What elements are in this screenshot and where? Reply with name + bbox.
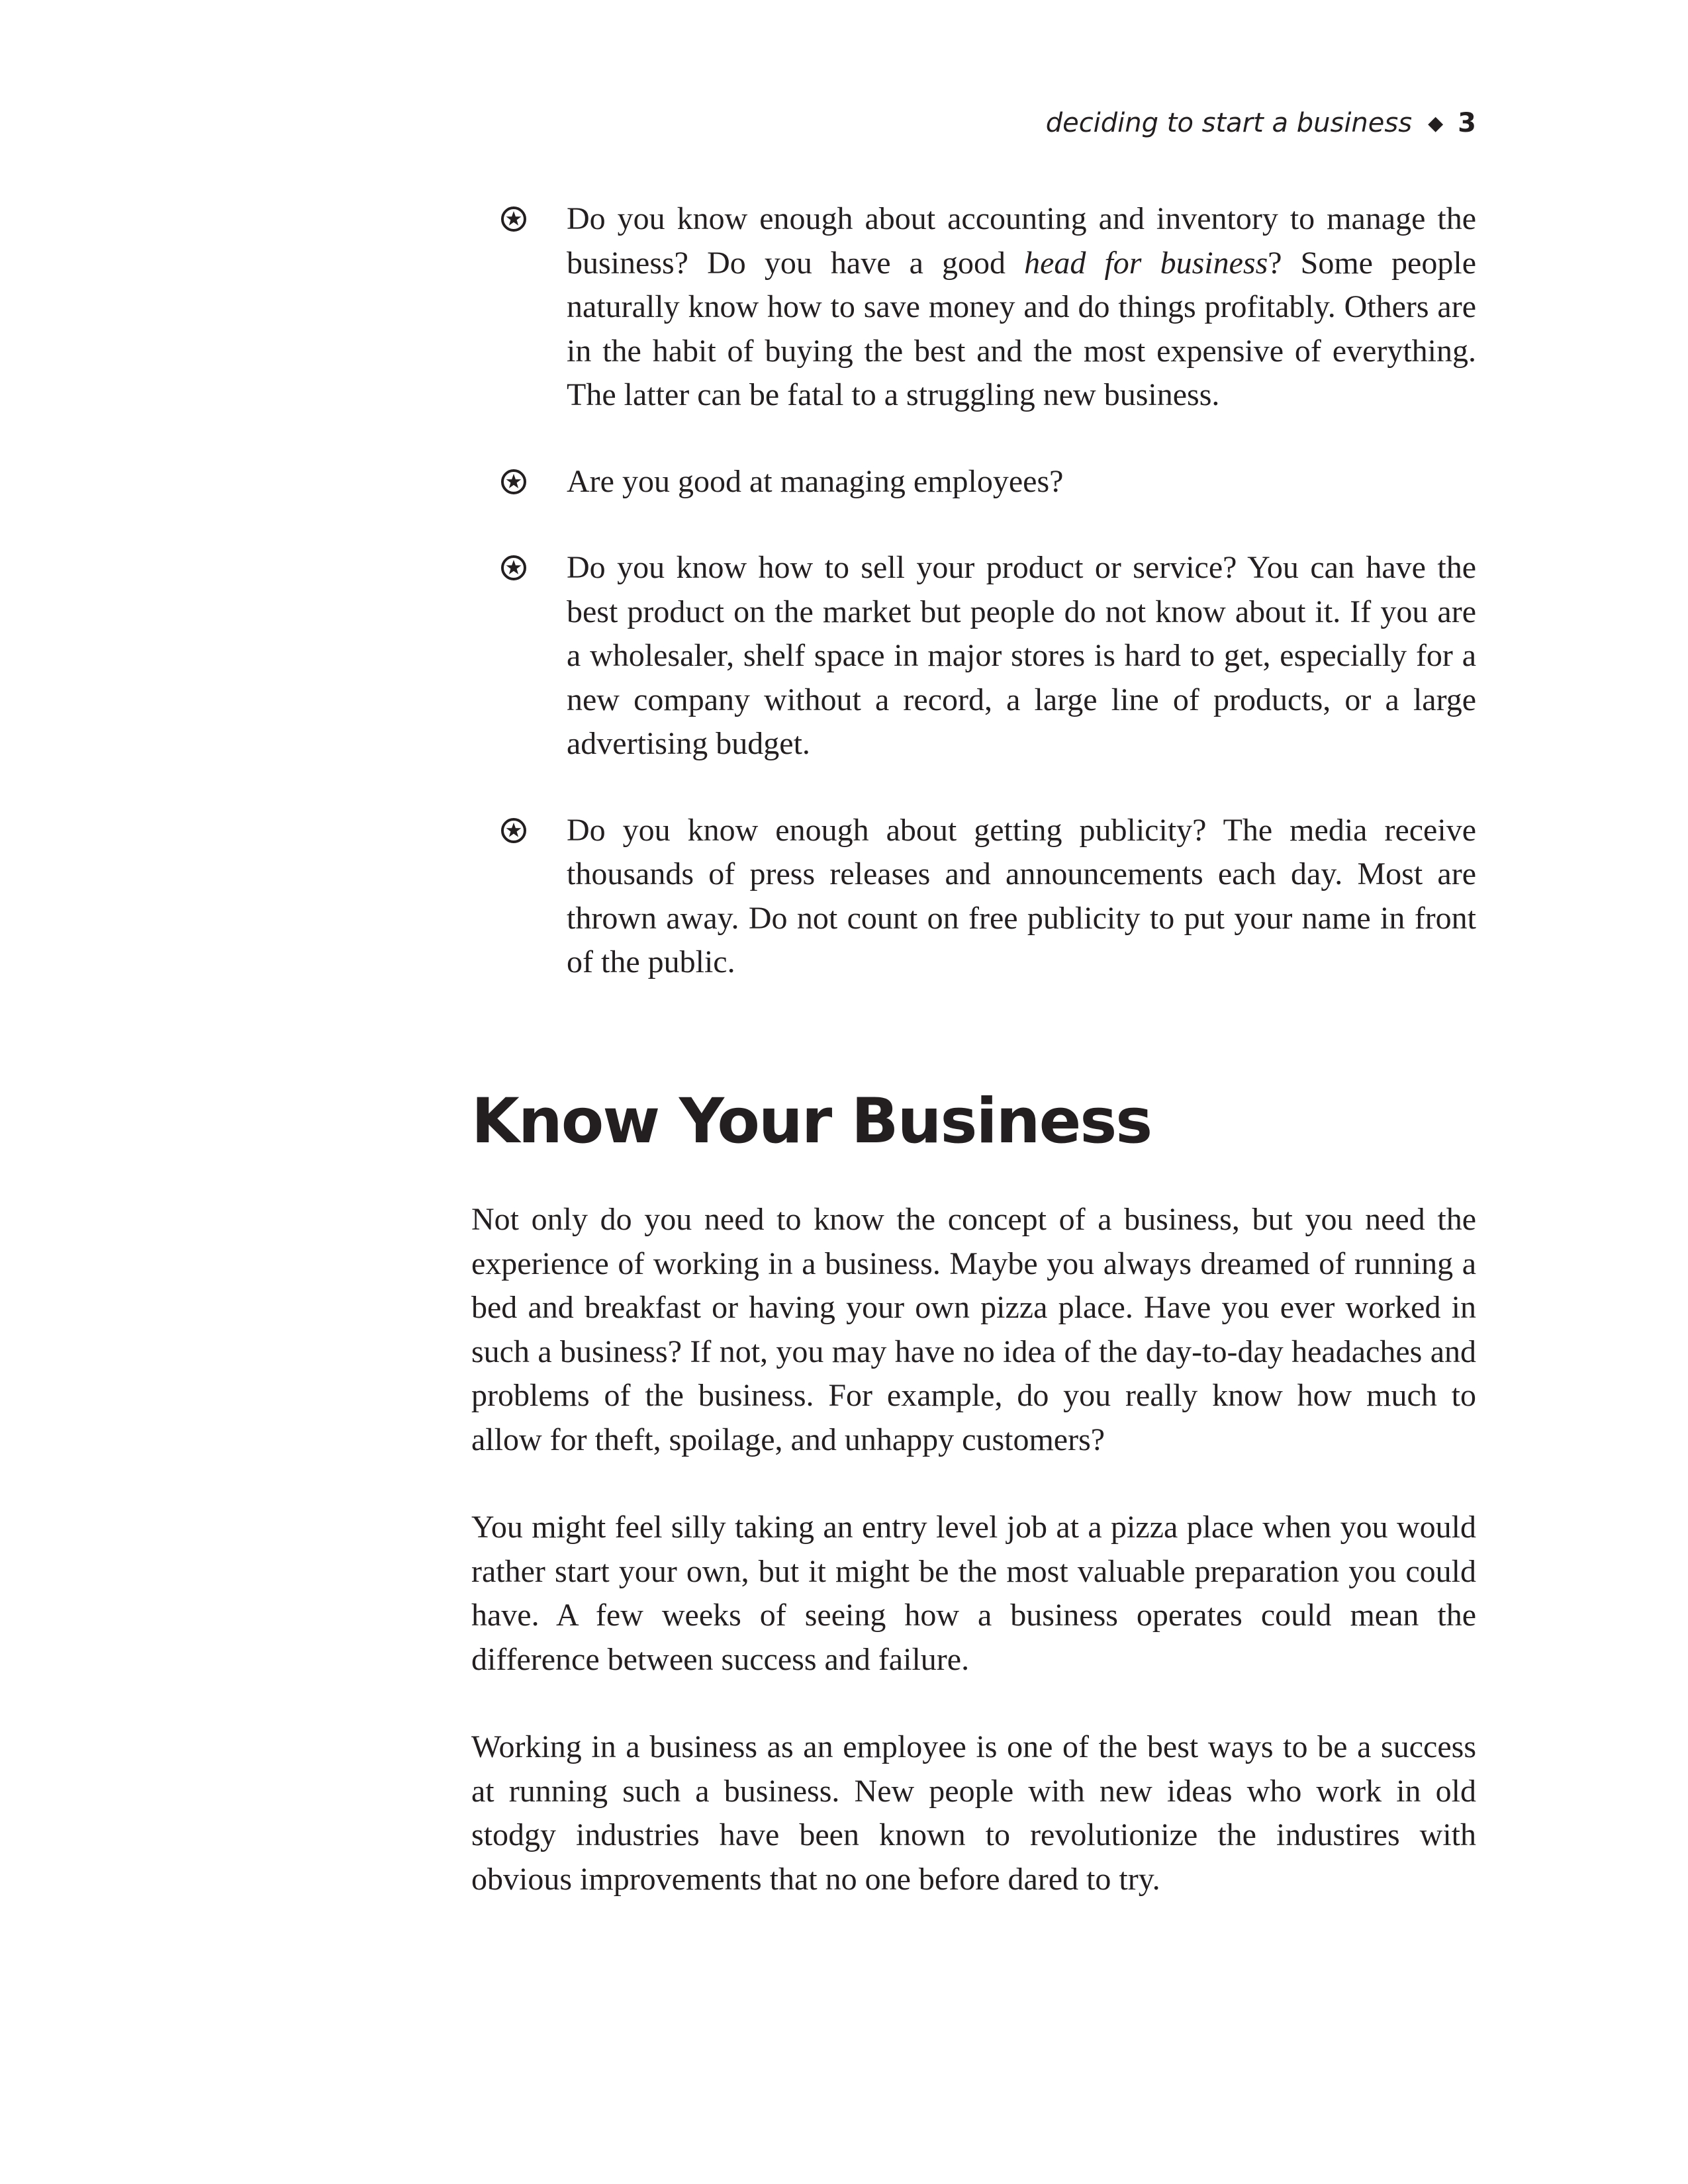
star-in-circle-icon <box>500 817 527 844</box>
emphasis-text: head for business <box>1024 245 1268 281</box>
running-header <box>1046 105 1476 142</box>
list-item <box>471 809 1476 985</box>
star-in-circle-icon <box>500 469 527 495</box>
body-paragraph: Not only do you need to know the concept of a business, but you need the experience of working in a business. Maybe you always dreamed of running a bed and breakfast or having your own pizza place. Have you ever worked in such a business? If not, you may have no idea of the day-to-day headaches and problems of the business. For example, do you really know how much to allow for theft, spoilage, and unhappy customers? <box>471 1202 1476 1457</box>
list-item <box>471 197 1476 418</box>
list-item-text: Do you know how to sell your product or service? You can have the best product on the market but people do not know about it. If you are a wholesaler, shelf space in major stores is hard to get, especially for a new company without a record, a large line of products, or a large advertising budget. <box>567 550 1476 761</box>
question-list <box>471 197 1476 1027</box>
body-paragraph: You might feel silly taking an entry level job at a pizza place when you would rather start your own, but it might be the most valuable preparation you could have. A few weeks of seeing how a business operates could mean the difference between success and failure. <box>471 1510 1476 1677</box>
section-body <box>471 1198 1476 1945</box>
list-item <box>471 546 1476 766</box>
list-item-text: Do you know enough about getting publicity? The media receive thousands of press releases and announcements each day. Most are thrown away. Do not count on free publicity to put your name in front of the public. <box>567 812 1476 979</box>
page-number: 3 <box>1458 108 1476 138</box>
body-paragraph: Working in a business as an employee is one of the best ways to be a success at running such a business. New people with new ideas who work in old stodgy industries have been known to revolutionize the industires with obvious improvements that no one before dared to try. <box>471 1729 1476 1897</box>
star-in-circle-icon <box>500 555 527 581</box>
list-item-text: Do you know enough about accounting and inventory to manage the business? Do you have a good head for business? Some people naturally know how to save money and do things profitably. Others are in the habit of buying the best and the most expensive of everything. The latter can be fatal to a struggling new business. <box>567 201 1477 412</box>
diamond-separator-icon: ◆ <box>1428 112 1444 135</box>
section-heading: Know Your Business <box>471 1085 1152 1158</box>
running-title: deciding to start a business <box>1045 108 1413 138</box>
list-item-text: Are you good at managing employees? <box>567 463 1064 499</box>
star-in-circle-icon <box>500 206 527 232</box>
list-item <box>471 460 1476 504</box>
